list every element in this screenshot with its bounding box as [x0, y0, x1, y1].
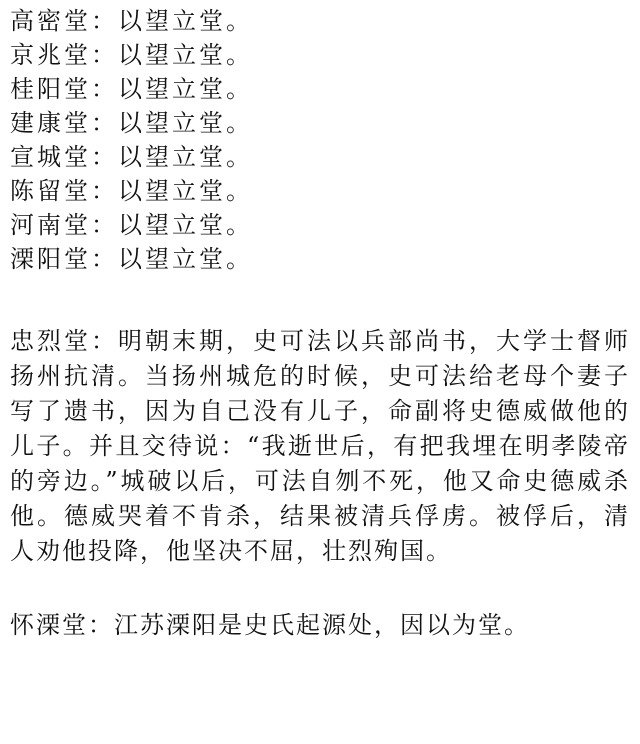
- hall-line-xuancheng: 宣城堂：以望立堂。: [10, 143, 253, 171]
- hall-line-henan: 河南堂：以望立堂。: [10, 211, 253, 239]
- paragraph-zhonglie-hall: 忠烈堂：明朝末期，史可法以兵部尚书，大学士督师扬州抗清。当扬州城危的时候，史可法给老母个妻子写了遗书，因为自己没有儿子，命副将史德威做他的儿子。并且交待说：“我逝世后，有把我埋在明孝陵帝的旁边。”城破以后，可法自刎不死，他又命史德威杀他。德威哭着不肯杀，结果被清兵俘虏。被俘后，清人劝他投降，他坚决不屈，壮烈殉国。: [10, 327, 630, 565]
- document-page: [10, 4, 630, 643]
- hall-line-jiankang: 建康堂：以望立堂。: [10, 109, 253, 137]
- hall-line-gaomi: 高密堂：以望立堂。: [10, 7, 253, 35]
- hall-line-liyang: 溧阳堂：以望立堂。: [10, 245, 253, 273]
- hall-name-list: [10, 4, 630, 276]
- hall-line-chenliu: 陈留堂：以望立堂。: [10, 177, 253, 205]
- paragraph-huaili-hall: 怀溧堂：江苏溧阳是史氏起源处，因以为堂。: [10, 611, 530, 639]
- hall-line-guiyang: 桂阳堂：以望立堂。: [10, 75, 253, 103]
- hall-line-jingzhao: 京兆堂：以望立堂。: [10, 41, 253, 69]
